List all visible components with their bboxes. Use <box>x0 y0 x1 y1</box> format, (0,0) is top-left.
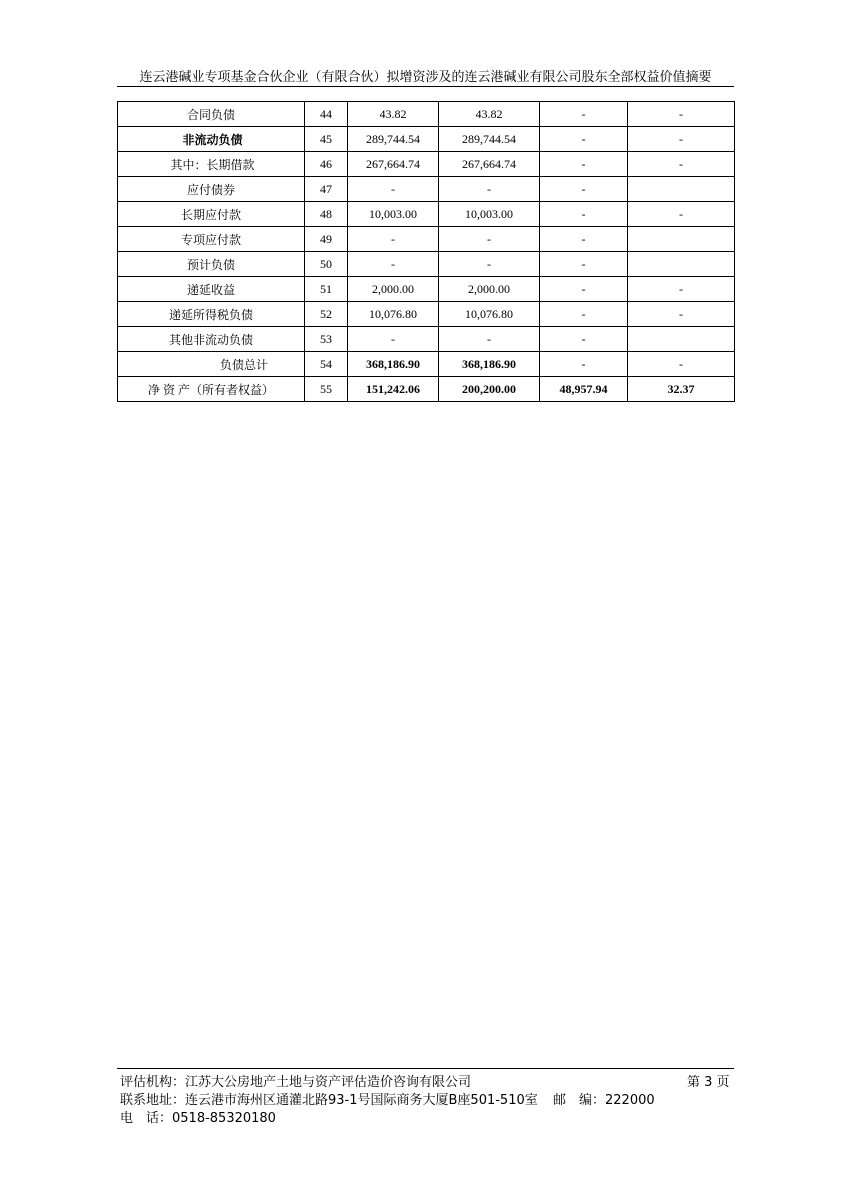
assessed-value: - <box>439 227 540 252</box>
assessed-value: 10,076.80 <box>439 302 540 327</box>
table-row <box>118 202 735 227</box>
balance-table <box>117 101 735 402</box>
change-rate <box>628 327 735 352</box>
change-rate: - <box>628 352 735 377</box>
book-value: 267,664.74 <box>348 152 439 177</box>
change-amount: - <box>540 352 628 377</box>
row-number: 46 <box>305 152 348 177</box>
table-row <box>118 302 735 327</box>
assessed-value: 2,000.00 <box>439 277 540 302</box>
page-header-title: 连云港碱业专项基金合伙企业（有限合伙）拟增资涉及的连云港碱业有限公司股东全部权益价值摘要 <box>139 70 712 85</box>
change-rate <box>628 252 735 277</box>
row-name: 递延所得税负债 <box>118 302 305 327</box>
row-name: 其中：长期借款 <box>118 152 305 177</box>
table-row <box>118 152 735 177</box>
change-rate: 32.37 <box>628 377 735 402</box>
book-value: - <box>348 252 439 277</box>
change-amount: - <box>540 152 628 177</box>
page-number: 第 3 页 <box>687 1075 730 1090</box>
change-amount: - <box>540 277 628 302</box>
table-row <box>118 352 735 377</box>
row-name: 其他非流动负债 <box>118 327 305 352</box>
change-amount: - <box>540 102 628 127</box>
row-number: 45 <box>305 127 348 152</box>
change-amount: - <box>540 127 628 152</box>
assessed-value: 200,200.00 <box>439 377 540 402</box>
row-number: 52 <box>305 302 348 327</box>
change-rate <box>628 177 735 202</box>
row-number: 48 <box>305 202 348 227</box>
footer-phone: 电 话：0518-85320180 <box>120 1111 276 1126</box>
book-value: 10,003.00 <box>348 202 439 227</box>
row-number: 51 <box>305 277 348 302</box>
change-amount: - <box>540 252 628 277</box>
row-name: 预计负债 <box>118 252 305 277</box>
row-number: 44 <box>305 102 348 127</box>
book-value: 151,242.06 <box>348 377 439 402</box>
change-amount: - <box>540 327 628 352</box>
change-amount: - <box>540 302 628 327</box>
assessed-value: - <box>439 252 540 277</box>
row-number: 47 <box>305 177 348 202</box>
book-value: - <box>348 227 439 252</box>
change-amount: - <box>540 202 628 227</box>
row-name: 合同负债 <box>118 102 305 127</box>
row-number: 54 <box>305 352 348 377</box>
assessed-value: - <box>439 327 540 352</box>
row-number: 53 <box>305 327 348 352</box>
row-name: 净 资 产（所有者权益） <box>118 377 305 402</box>
footer-address: 联系地址：连云港市海州区通灌北路93-1号国际商务大厦B座501-510室 <box>120 1093 538 1108</box>
row-name: 专项应付款 <box>118 227 305 252</box>
table-row <box>118 252 735 277</box>
row-name: 负债总计 <box>118 352 305 377</box>
footer-org: 评估机构：江苏大公房地产土地与资产评估造价咨询有限公司 <box>120 1075 472 1090</box>
assessed-value: 10,003.00 <box>439 202 540 227</box>
row-number: 55 <box>305 377 348 402</box>
assessed-value: 267,664.74 <box>439 152 540 177</box>
change-rate: - <box>628 152 735 177</box>
change-rate: - <box>628 102 735 127</box>
book-value: - <box>348 177 439 202</box>
assessed-value: 43.82 <box>439 102 540 127</box>
book-value: 289,744.54 <box>348 127 439 152</box>
table-row <box>118 102 735 127</box>
change-amount: - <box>540 177 628 202</box>
assessed-value: - <box>439 177 540 202</box>
change-rate: - <box>628 277 735 302</box>
footer-postcode: 邮 编：222000 <box>553 1093 655 1108</box>
table-row <box>118 377 735 402</box>
change-rate: - <box>628 127 735 152</box>
change-rate: - <box>628 302 735 327</box>
change-amount: 48,957.94 <box>540 377 628 402</box>
row-number: 49 <box>305 227 348 252</box>
row-name: 递延收益 <box>118 277 305 302</box>
table-row <box>118 227 735 252</box>
table-row <box>118 127 735 152</box>
book-value: 2,000.00 <box>348 277 439 302</box>
table-row <box>118 177 735 202</box>
row-name: 应付债券 <box>118 177 305 202</box>
book-value: 368,186.90 <box>348 352 439 377</box>
book-value: 43.82 <box>348 102 439 127</box>
change-rate <box>628 227 735 252</box>
header-divider <box>117 86 734 87</box>
assessed-value: 289,744.54 <box>439 127 540 152</box>
assessed-value: 368,186.90 <box>439 352 540 377</box>
row-number: 50 <box>305 252 348 277</box>
change-rate: - <box>628 202 735 227</box>
book-value: - <box>348 327 439 352</box>
change-amount: - <box>540 227 628 252</box>
row-name: 非流动负债 <box>118 127 305 152</box>
table-row <box>118 277 735 302</box>
row-name: 长期应付款 <box>118 202 305 227</box>
footer-divider <box>117 1068 734 1069</box>
book-value: 10,076.80 <box>348 302 439 327</box>
table-row <box>118 327 735 352</box>
